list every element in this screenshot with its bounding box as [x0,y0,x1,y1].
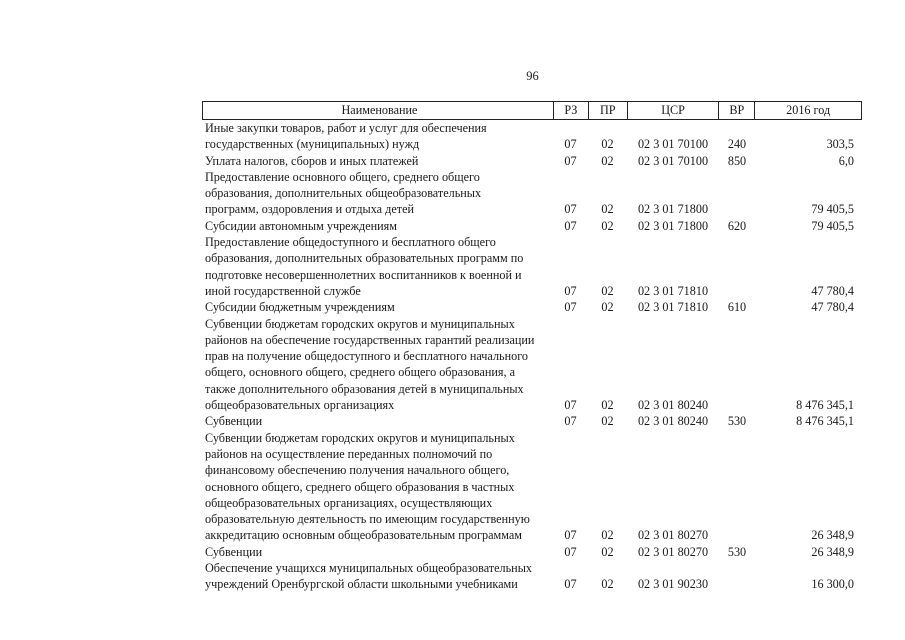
header-pr: ПР [588,102,627,119]
row-rz: 07 [564,544,577,559]
row-name-line: общеобразовательных организациях [205,398,395,413]
row-csr: 02 3 01 80240 [637,398,709,413]
row-name-line: Субвенции бюджетам городских округов и муниципальных [205,430,515,445]
row-amount: 16 300,0 [811,577,854,592]
row-name [202,218,553,234]
row-name-line: Субсидии автономным учреждениям [205,218,397,233]
row-name [202,120,553,153]
row-amount: 6,0 [838,153,854,168]
row-vr: 240 [727,137,747,152]
row-vr: 530 [727,414,747,429]
row-csr: 02 3 01 71810 [637,283,709,298]
row-name-line: общеобразовательных организациях, осуществляющих [205,495,493,510]
row-name-line: Предоставление общедоступного и бесплатного общего [205,235,496,250]
row-name-line: общего, основного общего, среднего общего образования, а [205,365,516,380]
header-vr: ВР [718,102,754,119]
row-amount: 47 780,4 [811,283,854,298]
row-csr: 02 3 01 70100 [637,137,709,152]
row-name-line: Обеспечение учащихся муниципальных общеобразовательных [205,561,532,576]
row-rz: 07 [564,398,577,413]
header-name: Наименование [341,103,418,117]
row-name [202,413,553,429]
row-name [202,430,553,544]
row-csr: 02 3 01 71810 [637,300,709,315]
row-name-line: образования, дополнительных общеобразовательных [205,186,482,201]
budget-table [202,101,862,593]
row-rz: 07 [564,202,577,217]
row-rz: 07 [564,528,577,543]
row-name [202,153,553,169]
row-name-line: Субвенции бюджетам городских округов и муниципальных [205,316,515,331]
row-name [202,299,553,315]
row-name [202,316,553,414]
row-pr: 02 [601,300,614,315]
row-name [202,560,553,593]
row-rz: 07 [564,577,577,592]
table-row [202,560,862,593]
row-name-line: подготовке несовершеннолетних воспитанников к военной и [205,267,522,282]
table-row [202,153,862,169]
row-name-line: районов на осуществление переданных полномочий по [205,446,493,461]
row-pr: 02 [601,218,614,233]
row-name-line: также дополнительного образования детей в муниципальных [205,381,524,396]
row-amount: 8 476 345,1 [796,414,854,429]
row-pr: 02 [601,577,614,592]
row-pr: 02 [601,202,614,217]
row-name-line: основного общего, среднего общего образования в частных [205,479,515,494]
row-amount: 26 348,9 [811,528,854,543]
header-rz: РЗ [553,102,588,119]
row-name-line: Субвенции [205,414,263,429]
row-csr: 02 3 01 70100 [637,153,709,168]
row-pr: 02 [601,414,614,429]
row-pr: 02 [601,153,614,168]
row-name-line: иной государственной службе [205,283,361,298]
row-csr: 02 3 01 71800 [637,202,709,217]
table-row [202,544,862,560]
table-row [202,299,862,315]
row-amount: 8 476 345,1 [796,398,854,413]
row-amount: 26 348,9 [811,544,854,559]
row-name-line: учреждений Оренбургской области школьными учебниками [205,577,518,592]
row-pr: 02 [601,544,614,559]
row-amount: 47 780,4 [811,300,854,315]
row-name [202,234,553,299]
row-rz: 07 [564,153,577,168]
row-vr: 850 [727,153,747,168]
row-name-line: Субсидии бюджетным учреждениям [205,300,395,315]
table-row [202,316,862,414]
row-csr: 02 3 01 71800 [637,218,709,233]
row-name-line: Субвенции [205,544,263,559]
row-vr: 620 [727,218,747,233]
row-name-line: Уплата налогов, сборов и иных платежей [205,153,419,168]
row-rz: 07 [564,300,577,315]
row-name-line: Иные закупки товаров, работ и услуг для обеспечения [205,121,487,135]
table-row [202,218,862,234]
row-name-line: районов на обеспечение государственных гарантий реализации [205,332,535,347]
row-pr: 02 [601,137,614,152]
row-vr: 530 [727,544,747,559]
table-row [202,120,862,153]
header-year: 2016 год [754,102,861,119]
row-name-line: финансовому обеспечению получения начального общего, [205,463,510,478]
row-name-line: прав на получение общедоступного и бесплатного начального [205,349,528,364]
table-body [202,120,862,593]
page-number: 96 [526,69,539,83]
row-rz: 07 [564,414,577,429]
row-csr: 02 3 01 80270 [637,528,709,543]
table-row [202,413,862,429]
table-row [202,169,862,218]
table-row [202,430,862,544]
row-pr: 02 [601,398,614,413]
row-amount: 79 405,5 [811,202,854,217]
row-name-line: аккредитацию основным общеобразовательным программам [205,528,522,543]
row-name-line: Предоставление основного общего, среднего общего [205,169,480,184]
row-rz: 07 [564,218,577,233]
row-csr: 02 3 01 90230 [637,577,709,592]
row-csr: 02 3 01 80270 [637,544,709,559]
row-name-line: образовательную деятельность по имеющим государственную [205,512,530,527]
header-csr: ЦСР [627,102,719,119]
row-name-line: государственных (муниципальных) нужд [205,137,420,152]
row-amount: 79 405,5 [811,218,854,233]
row-rz: 07 [564,283,577,298]
row-csr: 02 3 01 80240 [637,414,709,429]
row-rz: 07 [564,137,577,152]
row-amount: 303,5 [826,137,854,152]
row-name-line: программ, оздоровления и отдыха детей [205,202,414,217]
row-name [202,169,553,218]
row-vr: 610 [727,300,747,315]
row-pr: 02 [601,528,614,543]
row-name [202,544,553,560]
table-header-row [202,101,862,120]
row-pr: 02 [601,283,614,298]
table-row [202,234,862,299]
row-name-line: образования, дополнительных образовательных программ по [205,251,524,266]
